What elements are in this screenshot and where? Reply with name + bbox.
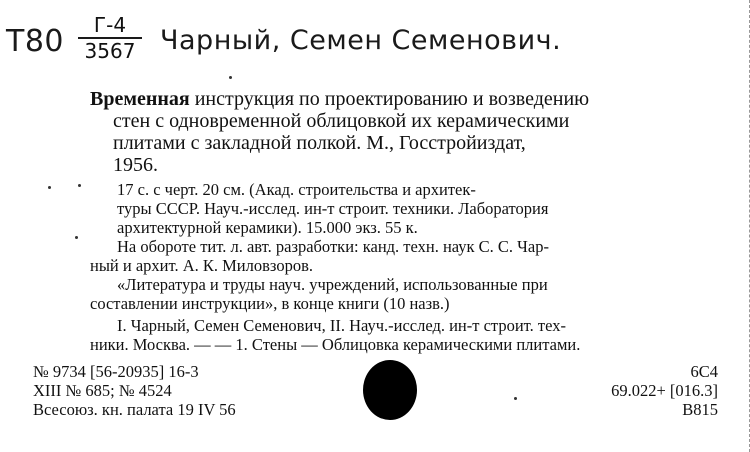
title-line-3 xyxy=(113,132,526,154)
note-line: составлении инструкции», в конце книги (10 назв.) xyxy=(90,294,450,313)
note-line: ный и архит. А. К. Миловзоров. xyxy=(90,256,313,275)
scan-speck xyxy=(78,184,81,187)
title-line-1 xyxy=(90,88,589,110)
title-line-text: инструкция по проектированию и возведению xyxy=(189,88,590,110)
author-handwritten: Чарный, Семен Семенович. xyxy=(160,25,562,56)
note-line: туры СССР. Науч.-исслед. ин-т строит. техники. Лаборатория xyxy=(117,199,549,218)
call-number-fraction-bottom: 3567 xyxy=(84,39,136,63)
title-line-text: 1956. xyxy=(113,154,158,176)
punch-hole xyxy=(363,360,417,420)
note-line: ники. Москва. — — 1. Стены — Облицовка керамическими плитами. xyxy=(90,335,581,354)
scan-speck xyxy=(48,186,51,189)
note-line: «Литература и труды науч. учреждений, использованные при xyxy=(117,275,548,294)
call-number-main: T80 xyxy=(6,24,64,59)
call-number-fraction xyxy=(74,14,146,62)
scan-speck xyxy=(75,236,78,239)
card-edge xyxy=(743,0,750,452)
footer-left-line: Всесоюз. кн. палата 19 IV 56 xyxy=(33,400,236,419)
note-line: архитектурной керамики). 15.000 экз. 55 к. xyxy=(117,218,418,237)
note-line: На обороте тит. л. авт. разработки: канд. техн. наук С. С. Чар- xyxy=(117,237,549,256)
scan-speck xyxy=(229,76,232,79)
call-number-fraction-top: Г-4 xyxy=(93,13,127,37)
scan-speck xyxy=(514,397,517,400)
title-line-2 xyxy=(113,110,569,132)
footer-right-line: 69.022+ [016.3] xyxy=(611,381,718,400)
title-line-4 xyxy=(113,154,158,176)
footer-right-line: В815 xyxy=(682,400,718,419)
title-lead-word: Временная xyxy=(90,88,190,110)
footer-left-line: XIII № 685; № 4524 xyxy=(33,381,172,400)
title-line-text: стен с одновременной облицовкой их керамическими xyxy=(113,110,570,132)
title-line-text: плитами с закладной полкой. М., Госстройиздат, xyxy=(113,132,526,154)
note-line: I. Чарный, Семен Семенович, II. Науч.-исслед. ин-т строит. тех- xyxy=(117,316,566,335)
footer-right-line: 6С4 xyxy=(690,362,718,381)
footer-left-line: № 9734 [56-20935] 16-3 xyxy=(33,362,199,381)
note-line: 17 с. с черт. 20 см. (Акад. строительства и архитек- xyxy=(117,180,476,199)
